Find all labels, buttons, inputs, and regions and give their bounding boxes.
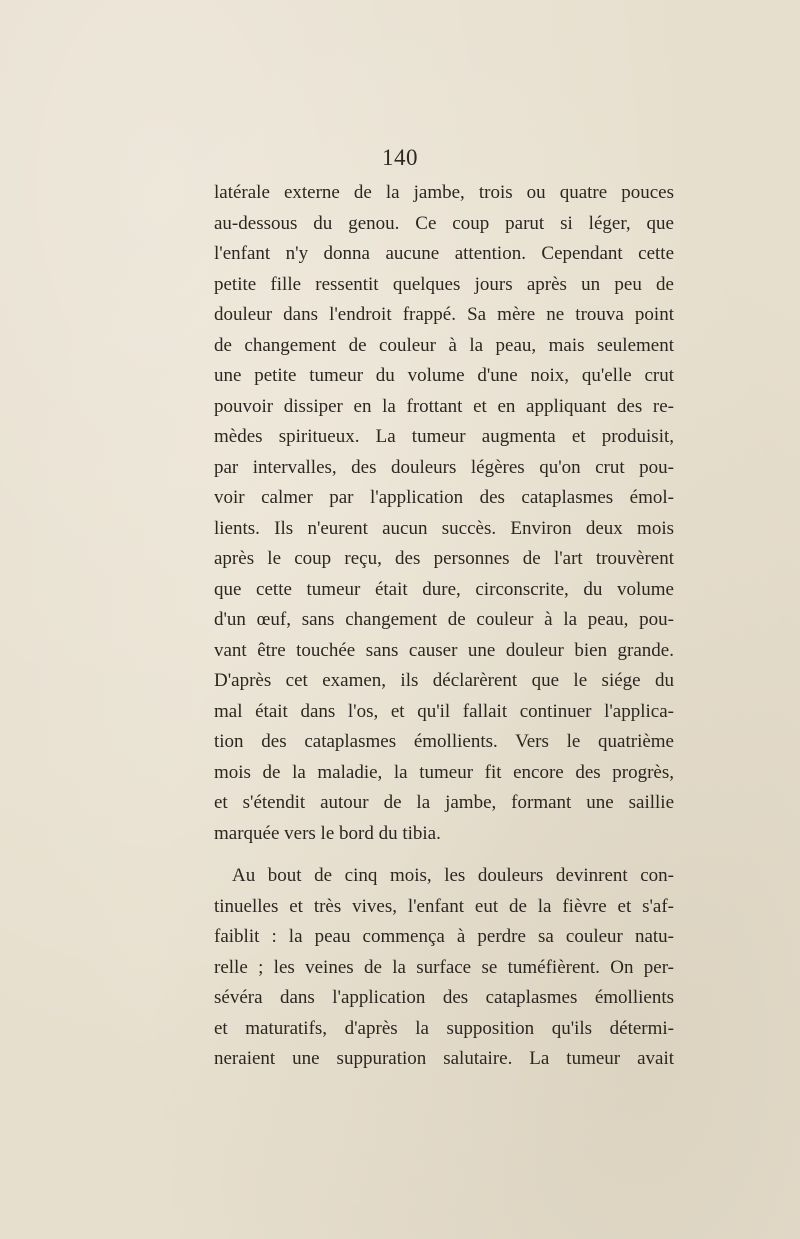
page-number: 140: [382, 145, 418, 170]
text-line: faiblit : la peau commença à perdre sa couleur natu-: [214, 926, 674, 947]
text-line: douleur dans l'endroit frappé. Sa mère ne trouva point: [214, 304, 674, 325]
text-line: D'après cet examen, ils déclarèrent que le siége du: [214, 670, 674, 691]
paragraph-1: [214, 178, 674, 849]
text-line: latérale externe de la jambe, trois ou quatre pouces: [214, 182, 674, 203]
text-line: une petite tumeur du volume d'une noix, qu'elle crut: [214, 365, 674, 386]
text-line: au-dessous du genou. Ce coup parut si léger, que: [214, 212, 674, 234]
text-line: et maturatifs, d'après la supposition qu'ils détermi-: [214, 1017, 674, 1039]
text-line: sévéra dans l'application des cataplasmes émollients: [214, 987, 674, 1008]
text-line: mèdes spiritueux. La tumeur augmenta et produisit,: [214, 426, 674, 447]
text-line: vant être touchée sans causer une douleur bien grande.: [214, 639, 674, 661]
text-line: Au bout de cinq mois, les douleurs devinrent con-: [232, 865, 674, 886]
text-line: de changement de couleur à la peau, mais seulement: [214, 334, 674, 356]
paragraph-gap: [214, 849, 674, 861]
text-line: petite fille ressentit quelques jours après un peu de: [214, 273, 674, 295]
text-line: tion des cataplasmes émollients. Vers le quatrième: [214, 731, 674, 752]
paragraph-2: [214, 861, 674, 1075]
text-line: pouvoir dissiper en la frottant et en appliquant des re-: [214, 395, 674, 417]
text-line: relle ; les veines de la surface se tuméfièrent. On per-: [214, 956, 674, 978]
text-line: que cette tumeur était dure, circonscrite, du volume: [214, 578, 674, 600]
text-line: mois de la maladie, la tumeur fit encore des progrès,: [214, 761, 674, 783]
text-line: marquée vers le bord du tibia.: [214, 822, 441, 844]
text-line: d'un œuf, sans changement de couleur à la peau, pou-: [214, 609, 674, 630]
text-line: mal était dans l'os, et qu'il fallait continuer l'applica-: [214, 700, 674, 722]
text-line: lients. Ils n'eurent aucun succès. Environ deux mois: [214, 517, 674, 539]
text-line: voir calmer par l'application des cataplasmes émol-: [214, 487, 674, 508]
text-line: neraient une suppuration salutaire. La tumeur avait: [214, 1048, 674, 1069]
body-text: [214, 178, 674, 1075]
text-line: tinuelles et très vives, l'enfant eut de la fièvre et s'af-: [214, 895, 674, 917]
text-line: par intervalles, des douleurs légères qu'on crut pou-: [214, 456, 674, 478]
text-line: après le coup reçu, des personnes de l'art trouvèrent: [214, 548, 674, 569]
text-line: et s'étendit autour de la jambe, formant une saillie: [214, 792, 674, 813]
text-line: l'enfant n'y donna aucune attention. Cependant cette: [214, 243, 674, 264]
